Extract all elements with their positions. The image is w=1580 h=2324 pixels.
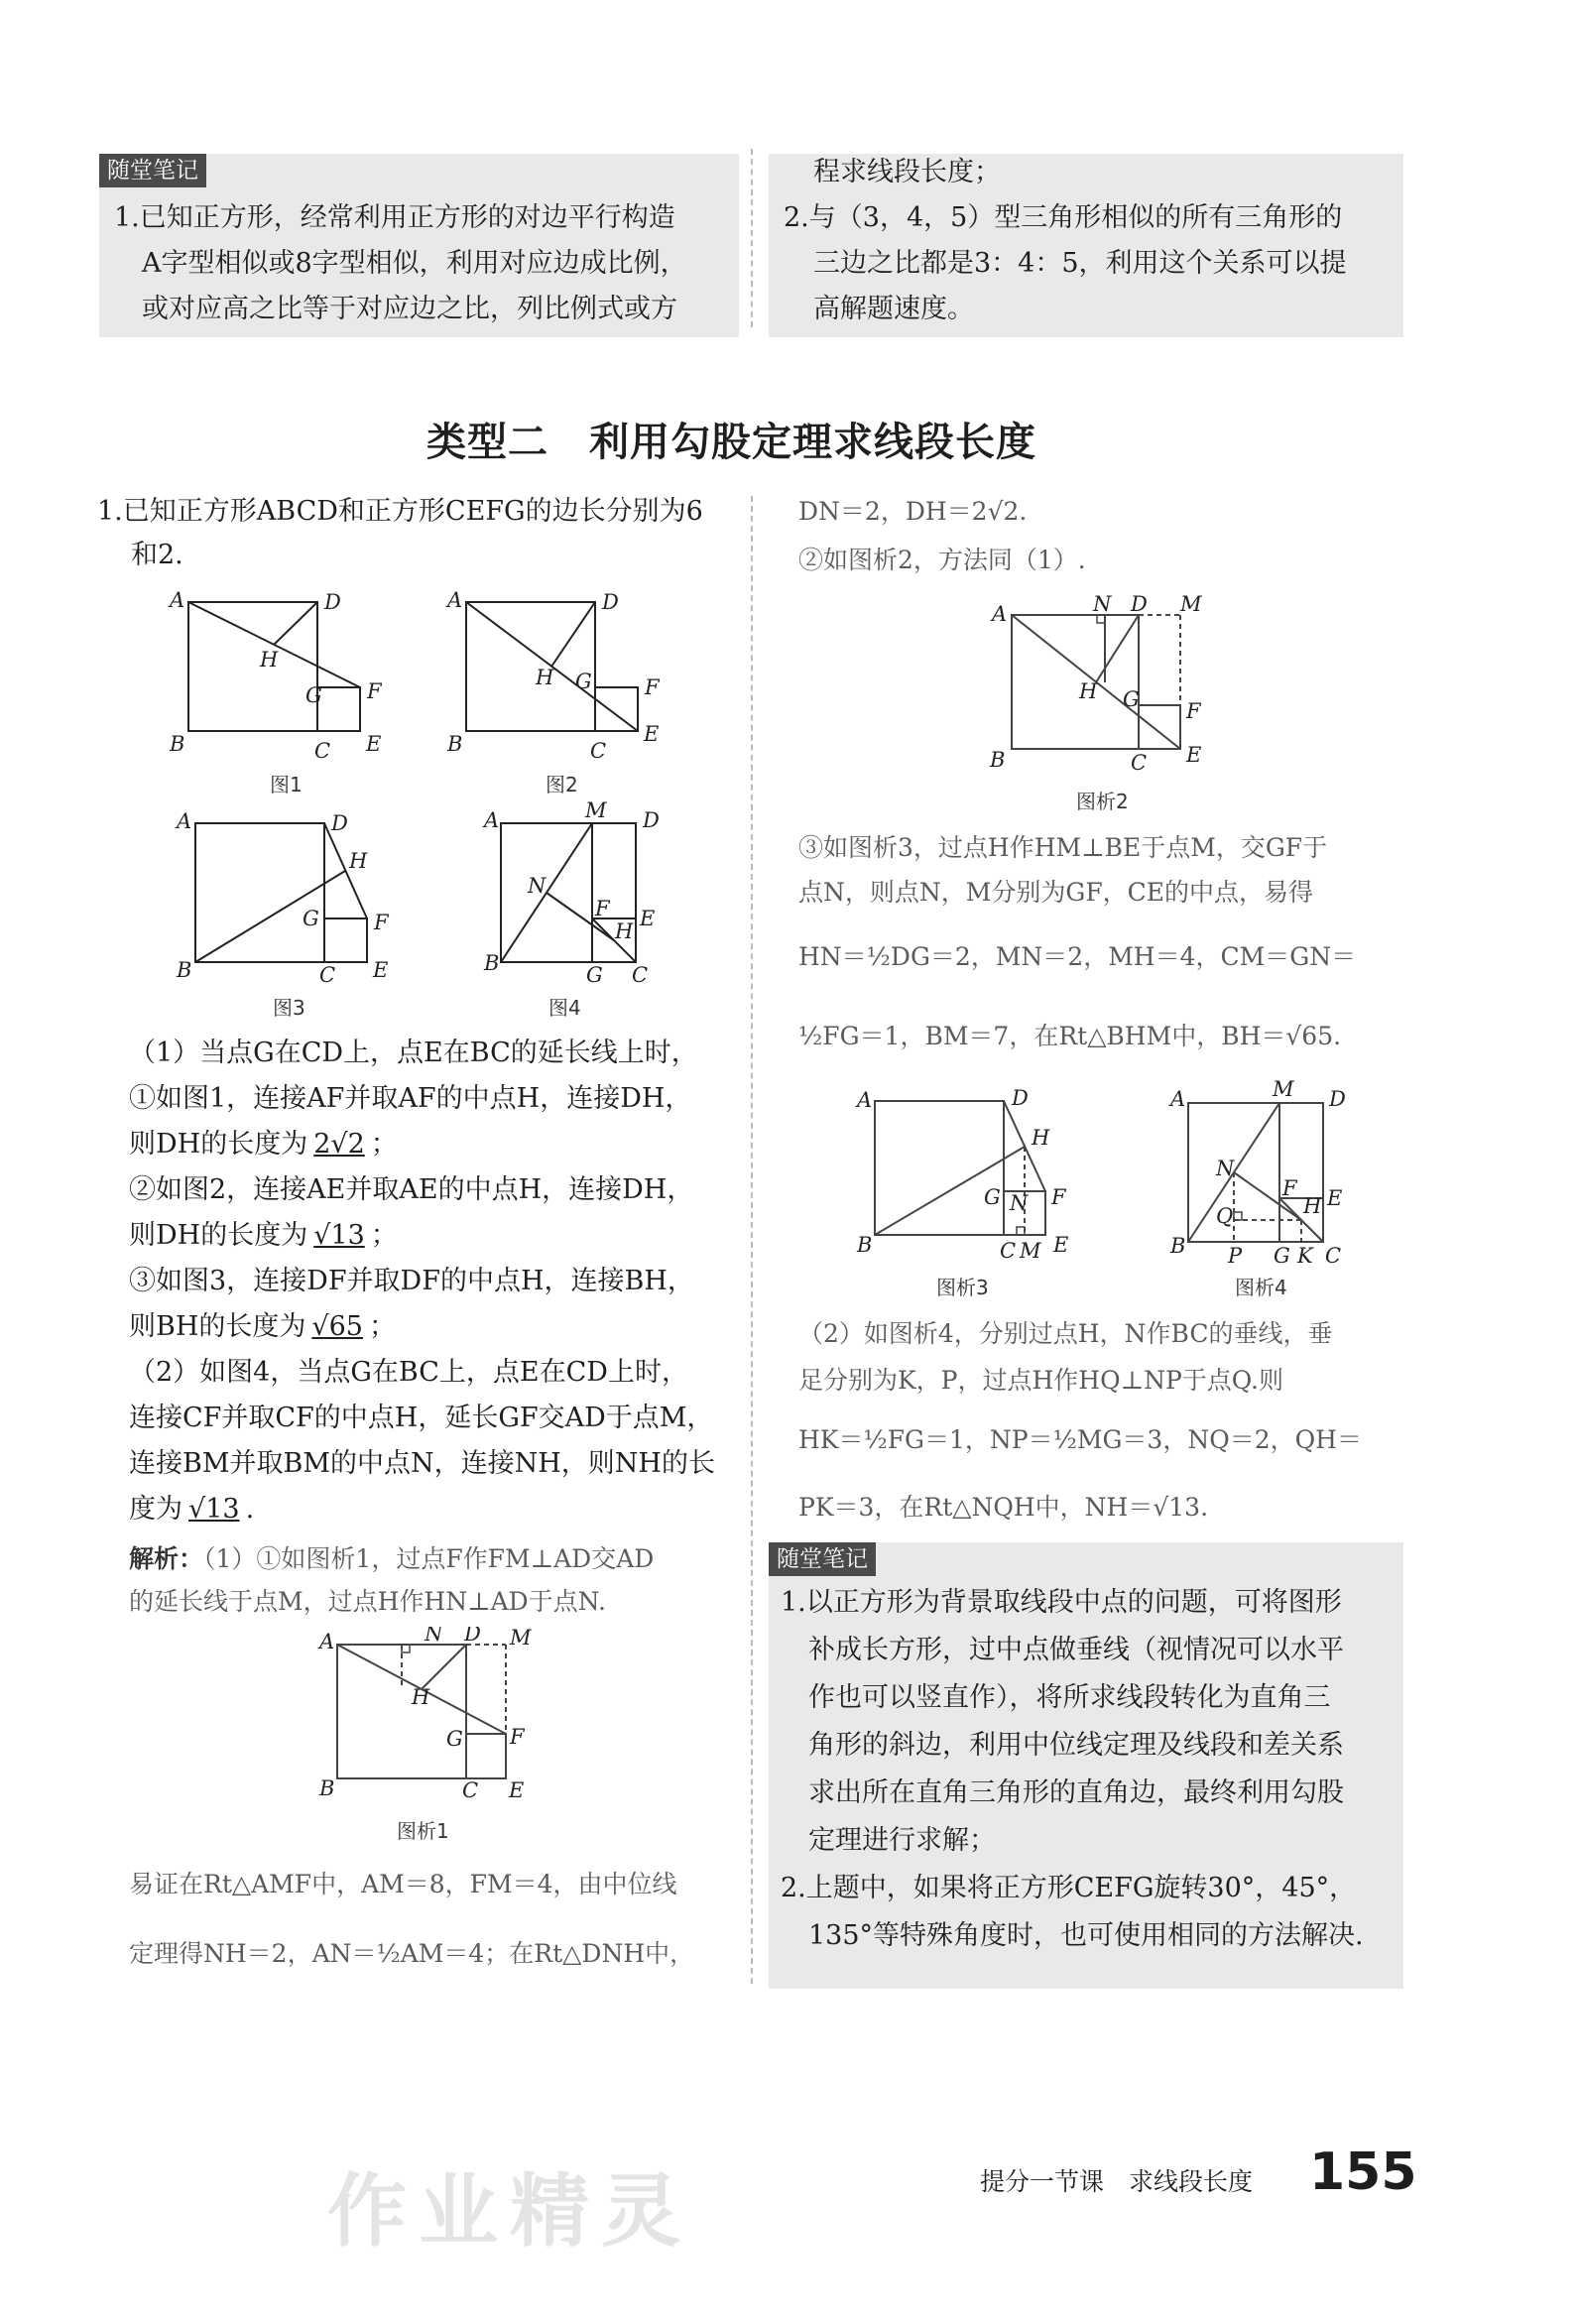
svg-text:H: H xyxy=(536,666,554,689)
svg-text:A: A xyxy=(447,588,463,612)
top-note-left-line: 或对应高之比等于对应边之比，列比例式或方 xyxy=(142,294,677,324)
bottom-note-line: 补成长方形，过中点做垂线（视情况可以水平 xyxy=(808,1635,1344,1665)
figure-1-caption: 图1 xyxy=(270,773,303,796)
svg-text:G: G xyxy=(305,683,322,707)
svg-text:A: A xyxy=(177,809,192,833)
svg-text:A: A xyxy=(484,808,500,832)
question-1c-answer: √65 xyxy=(311,1311,363,1342)
svg-text:F: F xyxy=(645,675,660,699)
question-2-label: 度为 xyxy=(129,1494,182,1525)
svg-text:B: B xyxy=(447,732,463,756)
svg-text:E: E xyxy=(640,907,656,930)
svg-text:H: H xyxy=(1303,1194,1322,1218)
svg-text:N: N xyxy=(1216,1157,1235,1180)
svg-text:N: N xyxy=(1010,1191,1029,1215)
svg-text:G: G xyxy=(446,1727,463,1751)
question-1a-label: 则DH的长度为 xyxy=(129,1129,308,1160)
svg-text:G: G xyxy=(575,670,592,693)
svg-text:F: F xyxy=(1186,699,1201,723)
svg-text:M: M xyxy=(1273,1077,1294,1101)
svg-text:H: H xyxy=(1079,679,1098,703)
question-2: 连接CF并取CF的中点H，延长GF交AD于点M， xyxy=(129,1403,714,1433)
question-2-prompt xyxy=(129,1490,254,1529)
top-note-right-line: 高解题速度。 xyxy=(813,294,974,324)
svg-text:F: F xyxy=(1282,1176,1297,1200)
svg-text:D: D xyxy=(602,590,619,614)
svg-text:A: A xyxy=(170,588,185,612)
figure-2 xyxy=(441,587,689,766)
question-1b-answer: √13 xyxy=(313,1220,365,1251)
analysis-line: ½FG＝1，BM＝7，在Rt△BHM中，BH＝√65. xyxy=(798,1022,1342,1050)
svg-text:B: B xyxy=(1170,1234,1186,1258)
analysis-text: （1）①如图析1，过点F作FM⊥AD交AD xyxy=(203,1544,655,1573)
svg-text:A: A xyxy=(319,1630,335,1653)
svg-text:E: E xyxy=(1186,743,1202,767)
svg-text:C: C xyxy=(1131,751,1148,775)
punctuation: ； xyxy=(370,1129,398,1160)
punctuation: ； xyxy=(368,1311,396,1342)
svg-text:C: C xyxy=(314,739,331,763)
analysis-line: HK＝½FG＝1，NP＝½MG＝3，NQ＝2，QH＝ xyxy=(798,1425,1362,1454)
analysis-line xyxy=(129,1539,654,1579)
svg-text:G: G xyxy=(984,1185,1001,1209)
svg-text:H: H xyxy=(349,849,368,873)
svg-text:F: F xyxy=(1051,1185,1066,1209)
punctuation: . xyxy=(245,1494,255,1525)
svg-text:G: G xyxy=(1123,687,1140,711)
question-1a: ①如图1，连接AF并取AF的中点H，连接DH， xyxy=(129,1083,692,1114)
analysis-figure-4 xyxy=(1158,1076,1367,1275)
svg-text:B: B xyxy=(857,1233,873,1257)
svg-text:D: D xyxy=(643,808,660,832)
analysis-figure-3-caption: 图析3 xyxy=(936,1276,989,1299)
bottom-note-line: 求出所在直角三角形的直角边，最终利用勾股 xyxy=(808,1777,1344,1808)
analysis-figure-3 xyxy=(853,1081,1101,1270)
svg-text:N: N xyxy=(1093,593,1112,616)
svg-text:P: P xyxy=(1228,1244,1243,1268)
svg-text:D: D xyxy=(1329,1087,1346,1111)
svg-text:F: F xyxy=(510,1725,525,1749)
page-number: 155 xyxy=(1309,2142,1417,2202)
svg-text:G: G xyxy=(586,963,603,987)
watermark: 作业精灵 xyxy=(327,2165,692,2258)
analysis-figure-4-caption: 图析4 xyxy=(1235,1276,1287,1299)
svg-text:E: E xyxy=(644,722,660,746)
figure-1 xyxy=(164,587,412,766)
analysis-figure-1-caption: 图析1 xyxy=(397,1819,449,1843)
analysis-line: DN＝2，DH＝2√2. xyxy=(798,497,1028,526)
footer-chapter: 提分一节课 求线段长度 xyxy=(980,2167,1254,2196)
analysis-line: 点N，则点N，M分别为GF，CE的中点，易得 xyxy=(798,878,1314,907)
bottom-note-line: 角形的斜边，利用中位线定理及线段和差关系 xyxy=(808,1730,1344,1761)
top-note-tag: 随堂笔记 xyxy=(99,154,206,187)
question-2-answer: √13 xyxy=(188,1494,240,1525)
question-1c: ③如图3，连接DF并取DF的中点H，连接BH， xyxy=(129,1266,694,1296)
question-2: 连接BM并取BM的中点N，连接NH，则NH的长 xyxy=(129,1448,715,1479)
analysis-line: 足分别为K，P，过点H作HQ⊥NP于点Q.则 xyxy=(798,1366,1284,1395)
question-1c-label: 则BH的长度为 xyxy=(129,1311,306,1342)
analysis-figure-2 xyxy=(982,593,1220,782)
svg-text:B: B xyxy=(990,748,1006,772)
svg-text:N: N xyxy=(425,1627,443,1646)
figure-4 xyxy=(476,801,665,990)
top-note-left-line: 1.已知正方形，经常利用正方形的对边平行构造 xyxy=(114,202,675,233)
svg-text:D: D xyxy=(1131,593,1148,616)
question-1b-prompt xyxy=(129,1216,398,1256)
svg-text:F: F xyxy=(595,897,610,920)
svg-text:B: B xyxy=(177,958,192,982)
svg-text:E: E xyxy=(373,958,389,982)
svg-text:C: C xyxy=(462,1778,479,1802)
section-title: 类型二 利用勾股定理求线段长度 xyxy=(426,420,1036,465)
bottom-note-line: 1.以正方形为背景取线段中点的问题，可将图形 xyxy=(781,1587,1342,1618)
svg-text:E: E xyxy=(366,732,382,756)
bottom-note-line: 2.上题中，如果将正方形CEFG旋转30°，45°， xyxy=(781,1873,1357,1903)
svg-text:D: D xyxy=(1012,1086,1029,1110)
question-1b: ②如图2，连接AE并取AE的中点H，连接DH， xyxy=(129,1174,694,1205)
svg-text:K: K xyxy=(1297,1244,1313,1268)
problem-intro: 1.已知正方形ABCD和正方形CEFG的边长分别为6 xyxy=(97,496,703,527)
bottom-note-tag: 随堂笔记 xyxy=(769,1542,876,1576)
analysis-line: 的延长线于点M，过点H作HN⊥AD于点N. xyxy=(129,1587,606,1616)
question-1-heading: （1）当点G在CD上，点E在BC的延长线上时， xyxy=(129,1038,698,1068)
svg-text:H: H xyxy=(412,1685,430,1709)
svg-text:F: F xyxy=(367,679,382,703)
svg-text:Q: Q xyxy=(1216,1204,1234,1228)
analysis-figure-2-caption: 图析2 xyxy=(1076,790,1129,813)
question-1b-label: 则DH的长度为 xyxy=(129,1220,308,1251)
top-note-right-line: 三边之比都是3：4：5，利用这个关系可以提 xyxy=(813,248,1347,279)
svg-text:A: A xyxy=(1170,1087,1186,1111)
analysis-line: ②如图析2，方法同（1）. xyxy=(798,546,1086,574)
svg-text:A: A xyxy=(857,1088,873,1112)
analysis-line: ③如图析3，过点H作HM⊥BE于点M，交GF于 xyxy=(798,833,1328,862)
analysis-figure-1 xyxy=(315,1627,553,1815)
svg-text:C: C xyxy=(1000,1239,1017,1263)
svg-text:M: M xyxy=(1180,593,1202,616)
analysis-line: HN＝½DG＝2，MN＝2，MH＝4，CM＝GN＝ xyxy=(798,942,1357,971)
svg-text:C: C xyxy=(632,963,649,987)
figure-2-caption: 图2 xyxy=(546,773,578,796)
svg-text:H: H xyxy=(615,919,634,943)
svg-text:M: M xyxy=(585,801,607,822)
svg-text:C: C xyxy=(1325,1244,1342,1268)
svg-text:H: H xyxy=(260,648,279,672)
bottom-note-line: 135°等特殊角度时，也可使用相同的方法解决. xyxy=(808,1920,1364,1951)
analysis-line: 易证在Rt△AMF中，AM＝8，FM＝4，由中位线 xyxy=(129,1870,677,1898)
bottom-note-line: 作也可以竖直作），将所求线段转化为直角三 xyxy=(808,1682,1331,1713)
svg-text:A: A xyxy=(992,602,1008,626)
svg-text:C: C xyxy=(590,739,607,763)
figure-4-caption: 图4 xyxy=(548,996,581,1020)
top-note-right-line: 2.与（3，4，5）型三角形相似的所有三角形的 xyxy=(784,202,1343,233)
svg-text:G: G xyxy=(303,907,319,930)
bottom-note-line: 定理进行求解； xyxy=(808,1825,996,1856)
question-1a-answer: 2√2 xyxy=(313,1129,365,1160)
question-2: （2）如图4，当点G在BC上，点E在CD上时， xyxy=(129,1357,688,1388)
svg-text:H: H xyxy=(1032,1126,1050,1150)
svg-text:C: C xyxy=(319,963,336,987)
svg-text:E: E xyxy=(1053,1233,1069,1257)
analysis-line: PK＝3，在Rt△NQH中，NH＝√13. xyxy=(798,1493,1209,1522)
svg-text:N: N xyxy=(528,874,547,898)
top-divider xyxy=(751,149,753,327)
figure-3-caption: 图3 xyxy=(273,996,305,1020)
question-1c-prompt xyxy=(129,1307,396,1347)
svg-text:B: B xyxy=(170,732,185,756)
top-note-left-line: A字型相似或8字型相似，利用对应边成比例， xyxy=(142,248,687,279)
svg-text:D: D xyxy=(331,811,348,835)
column-divider xyxy=(751,496,753,1984)
svg-text:B: B xyxy=(484,951,500,975)
svg-text:D: D xyxy=(324,590,341,614)
svg-text:E: E xyxy=(509,1778,525,1802)
svg-text:G: G xyxy=(1274,1244,1290,1268)
svg-text:F: F xyxy=(374,911,389,934)
punctuation: ； xyxy=(370,1220,398,1251)
figure-3 xyxy=(171,808,419,987)
problem-intro: 和2. xyxy=(131,540,183,570)
analysis-line: 定理得NH＝2，AN＝½AM＝4；在Rt△DNH中， xyxy=(129,1939,695,1968)
svg-text:M: M xyxy=(510,1627,532,1650)
analysis-line: （2）如图析4，分别过点H，N作BC的垂线，垂 xyxy=(798,1319,1333,1348)
svg-text:D: D xyxy=(464,1627,481,1646)
analysis-head: 解析： xyxy=(129,1544,204,1573)
top-note-right-line: 程求线段长度； xyxy=(813,157,1001,187)
svg-text:M: M xyxy=(1020,1239,1041,1263)
question-1a-prompt xyxy=(129,1125,398,1164)
svg-text:B: B xyxy=(319,1776,335,1800)
svg-text:E: E xyxy=(1327,1186,1343,1210)
